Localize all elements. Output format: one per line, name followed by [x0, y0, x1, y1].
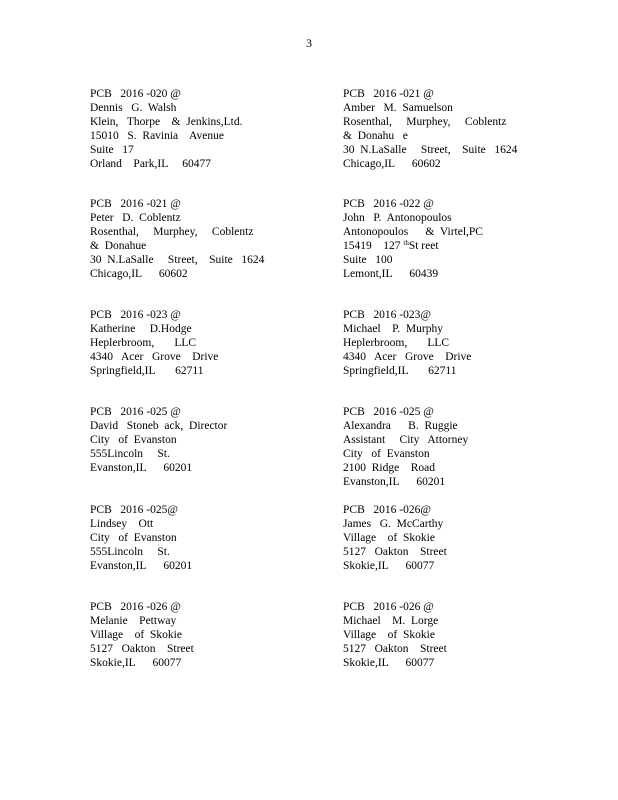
address-line: Skokie,IL 60077	[343, 656, 435, 669]
address-line: Skokie,IL 60077	[343, 559, 435, 572]
service-entry	[343, 504, 583, 574]
address-line: Evanston,IL 60201	[343, 475, 446, 488]
docket-line: PCB 2016 -025@	[90, 504, 178, 516]
docket-line: PCB 2016 -026 @	[90, 601, 181, 613]
docket-line: PCB 2016 -020 @	[90, 88, 181, 100]
address-line: Springfield,IL 62711	[90, 364, 204, 377]
address-line: 555Lincoln St.	[90, 447, 170, 460]
ordinal-suffix: th	[403, 238, 409, 247]
docket-line: PCB 2016 -025 @	[90, 406, 181, 418]
address-line: 5127 Oakton Street	[343, 642, 447, 655]
address-line: Heplerbroom, LLC	[90, 336, 197, 349]
recipient-name: Michael P. Murphy	[343, 322, 443, 335]
address-line: Assistant City Attorney	[343, 433, 469, 446]
address-line: & Donahu e	[343, 129, 408, 142]
service-entry	[90, 88, 330, 171]
service-entry	[90, 406, 330, 476]
recipient-name: Katherine D.Hodge	[90, 322, 192, 335]
address-line: 4340 Acer Grove Drive	[343, 350, 472, 363]
recipient-name: Alexandra B. Ruggie	[343, 419, 458, 432]
address-line: Orland Park,IL 60477	[90, 157, 211, 170]
address-line: 5127 Oakton Street	[90, 642, 194, 655]
address-line: Rosenthal, Murphey, Coblentz	[343, 115, 507, 128]
docket-line: PCB 2016 -026@	[343, 504, 431, 516]
address-line: Skokie,IL 60077	[90, 656, 182, 669]
recipient-name: Michael M. Lorge	[343, 614, 439, 627]
address-line: City of Evanston	[343, 447, 430, 460]
address-line: 15010 S. Ravinia Avenue	[90, 129, 224, 142]
address-line: Antonopoulos & Virtel,PC	[343, 225, 483, 238]
address-line: Village of Skokie	[90, 628, 182, 641]
docket-line: PCB 2016 -021 @	[90, 198, 181, 210]
service-entry	[343, 309, 583, 379]
service-entry	[343, 406, 583, 489]
address-line: Heplerbroom, LLC	[343, 336, 450, 349]
address-line: Springfield,IL 62711	[343, 364, 457, 377]
recipient-name: James G. McCarthy	[343, 517, 444, 530]
recipient-name: Melanie Pettway	[90, 614, 177, 627]
address-line: Village of Skokie	[343, 531, 435, 544]
docket-line: PCB 2016 -022 @	[343, 198, 434, 210]
recipient-name: Dennis G. Walsh	[90, 101, 177, 114]
service-entry	[90, 601, 330, 671]
docket-line: PCB 2016 -023 @	[90, 309, 181, 321]
address-line: Evanston,IL 60201	[90, 559, 193, 572]
service-entry	[90, 504, 330, 574]
address-line: Klein, Thorpe & Jenkins,Ltd.	[90, 115, 243, 128]
address-line: & Donahue	[90, 239, 147, 252]
page-number: 3	[306, 36, 312, 50]
service-entry	[90, 198, 330, 281]
address-line: 555Lincoln St.	[90, 545, 170, 558]
service-entry	[343, 198, 583, 281]
address-line: Chicago,IL 60602	[90, 267, 188, 280]
address-line: 30 N.LaSalle Street, Suite 1624	[343, 143, 518, 156]
address-line: Suite 17	[90, 143, 134, 156]
docket-line: PCB 2016 -025 @	[343, 406, 434, 418]
address-line: 2100 Ridge Road	[343, 461, 435, 474]
service-entry	[90, 309, 330, 379]
address-line: Chicago,IL 60602	[343, 157, 441, 170]
address-line: 4340 Acer Grove Drive	[90, 350, 219, 363]
address-line: 30 N.LaSalle Street, Suite 1624	[90, 253, 265, 266]
service-entry	[343, 88, 583, 171]
docket-line: PCB 2016 -026 @	[343, 601, 434, 613]
address-line: Rosenthal, Murphey, Coblentz	[90, 225, 254, 238]
address-line: City of Evanston	[90, 531, 177, 544]
service-entry	[343, 601, 583, 671]
docket-line: PCB 2016 -023@	[343, 309, 431, 321]
address-line: Village of Skokie	[343, 628, 435, 641]
address-line: 15419 127 $^{th}$St reet	[343, 238, 439, 252]
recipient-name: David Stoneb ack, Director	[90, 419, 228, 432]
address-line: Suite 100	[343, 253, 393, 266]
address-line: 5127 Oakton Street	[343, 545, 447, 558]
recipient-name: Peter D. Coblentz	[90, 211, 181, 224]
address-line: Evanston,IL 60201	[90, 461, 193, 474]
recipient-name: John P. Antonopoulos	[343, 211, 452, 224]
address-line: Lemont,IL 60439	[343, 267, 439, 280]
address-line: City of Evanston	[90, 433, 177, 446]
recipient-name: Lindsey Ott	[90, 517, 154, 530]
recipient-name: Amber M. Samuelson	[343, 101, 453, 114]
docket-line: PCB 2016 -021 @	[343, 88, 434, 100]
